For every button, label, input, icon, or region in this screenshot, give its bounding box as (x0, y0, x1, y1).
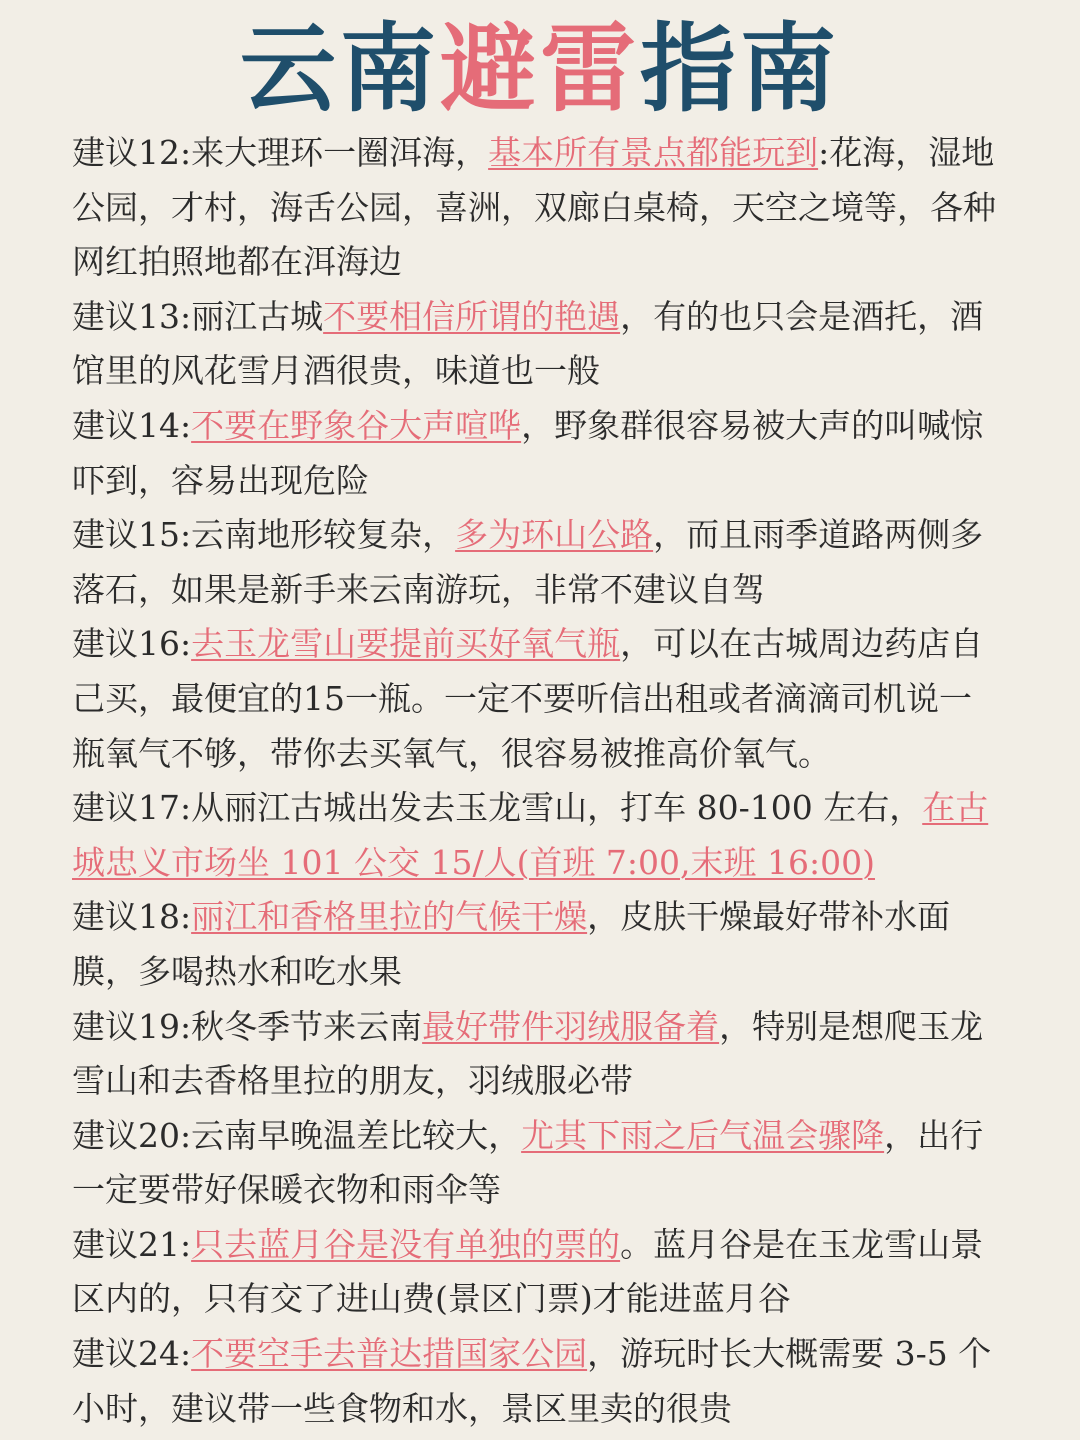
tip-21 (72, 1218, 996, 1327)
tip-text: ，游玩时长大概需要 3-5 个小时，建议带一些食物和水，景区里卖的很贵 (72, 1334, 992, 1428)
tip-highlight: 不要相信所谓的艳遇 (323, 296, 621, 336)
tip-label: 建议16: (72, 624, 192, 664)
tip-text: 秋冬季节来云南 (191, 1006, 423, 1046)
page-title (0, 14, 1080, 124)
title-part-zhinan: 指南 (640, 12, 840, 125)
tip-20 (72, 1109, 996, 1218)
tip-text: ，出行一定要带好保暖衣物和雨伞等 (72, 1115, 984, 1210)
tip-text: 云南地形较复杂， (191, 515, 456, 555)
tip-16 (72, 617, 996, 781)
tip-highlight: 只去蓝月谷是没有单独的票的 (191, 1224, 621, 1264)
title-part-bilei: 避雷 (440, 12, 640, 125)
tip-label: 建议21: (72, 1224, 192, 1264)
tip-text: ，可以在古城周边药店自己买，最便宜的15一瓶。一定不要听信出租或者滴滴司机说一瓶氧气不够，带你去买氧气，很容易被推高价氧气。 (72, 624, 984, 773)
tip-text: 从丽江古城出发去玉龙雪山，打车 80-100 左右， (191, 788, 923, 828)
tip-14 (72, 399, 996, 508)
tip-text: ，皮肤干燥最好带补水面膜，多喝热水和吃水果 (72, 897, 951, 991)
tip-label: 建议17: (72, 788, 192, 828)
tip-highlight: 在古城忠义市场坐 101 公交 15/人(首班 7:00,末班 16:00) (72, 788, 989, 882)
tip-highlight: 尤其下雨之后气温会骤降 (521, 1115, 885, 1155)
tip-label: 建议13: (72, 296, 192, 336)
tip-highlight: 丽江和香格里拉的气候干燥 (191, 897, 588, 937)
tip-label: 建议15: (72, 515, 192, 555)
tip-text: :花海，湿地公园，才村，海舌公园，喜洲，双廊白桌椅，天空之境等，各种网红拍照地都在洱海边 (72, 133, 996, 282)
tip-label: 建议18: (72, 897, 192, 937)
tips-list (72, 126, 996, 1436)
tip-highlight: 不要空手去普达措国家公园 (191, 1334, 588, 1374)
tip-highlight: 去玉龙雪山要提前买好氧气瓶 (191, 624, 621, 664)
tip-text: 来大理环一圈洱海， (191, 133, 489, 172)
tip-text: 云南早晚温差比较大， (191, 1115, 522, 1155)
tip-highlight: 多为环山公路 (455, 515, 654, 555)
tip-highlight: 基本所有景点都能玩到 (488, 133, 819, 172)
tip-highlight: 最好带件羽绒服备着 (422, 1006, 720, 1046)
tip-text: ，特别是想爬玉龙雪山和去香格里拉的朋友，羽绒服必带 (72, 1006, 984, 1101)
tip-text: ，野象群很容易被大声的叫喊惊吓到，容易出现危险 (72, 405, 984, 500)
tip-label: 建议14: (72, 405, 192, 445)
tip-12 (72, 126, 996, 290)
tip-24 (72, 1327, 996, 1436)
tip-19 (72, 1000, 996, 1109)
tip-highlight: 不要在野象谷大声喧哗 (191, 405, 522, 445)
tip-text: ，而且雨季道路两侧多落石，如果是新手来云南游玩，非常不建议自驾 (72, 515, 984, 609)
tip-label: 建议24: (72, 1334, 192, 1374)
tip-text: 丽江古城 (191, 296, 324, 336)
title-part-yunnan: 云南 (240, 12, 440, 125)
tip-label: 建议12: (72, 133, 192, 172)
tip-13 (72, 290, 996, 399)
tip-17 (72, 781, 996, 890)
tip-label: 建议19: (72, 1006, 192, 1046)
tip-18 (72, 890, 996, 999)
tip-text: 。蓝月谷是在玉龙雪山景区内的，只有交了进山费(景区门票)才能进蓝月谷 (72, 1224, 984, 1319)
tip-label: 建议20: (72, 1115, 192, 1155)
tip-15 (72, 508, 996, 617)
tip-text: ，有的也只会是酒托，酒馆里的风花雪月酒很贵，味道也一般 (72, 296, 984, 391)
